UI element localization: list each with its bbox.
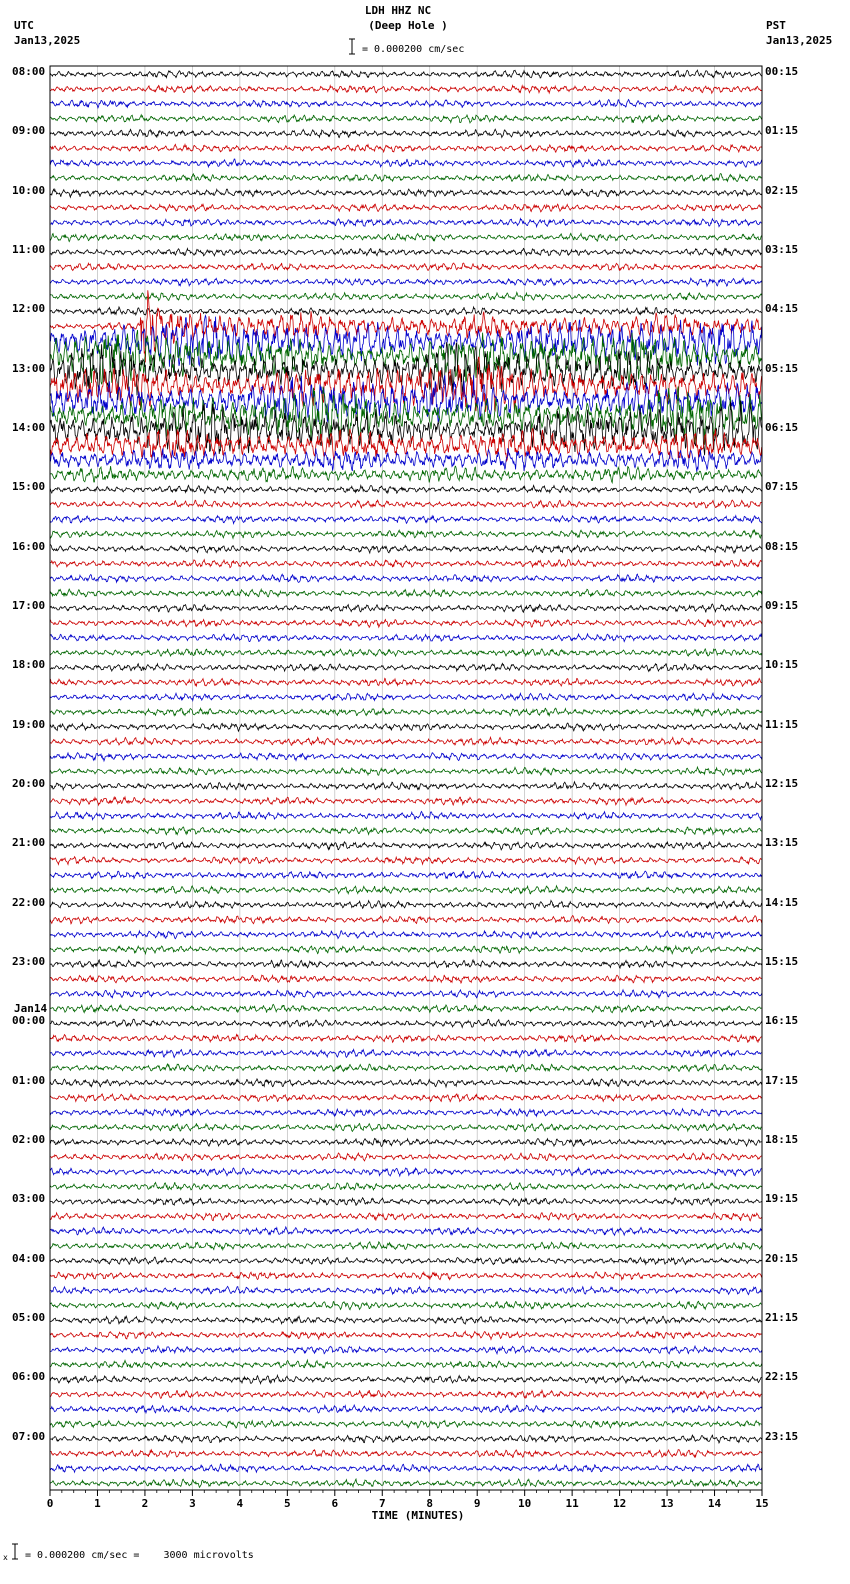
trace-row-64 — [50, 1019, 762, 1027]
trace-row-3 — [50, 115, 762, 123]
trace-row-14 — [50, 278, 762, 286]
pst-hour-label: 01:15 — [765, 124, 799, 138]
trace-row-9 — [50, 204, 762, 212]
seismic-traces — [50, 70, 762, 1487]
time-axis — [47, 1490, 769, 1510]
trace-row-94 — [50, 1464, 762, 1472]
trace-row-91 — [50, 1420, 762, 1428]
x-tick-label: 0 — [46, 1497, 54, 1510]
x-tick-label: 8 — [426, 1497, 434, 1510]
x-tick-label: 11 — [565, 1497, 579, 1510]
utc-hour-label: 16:00 — [12, 539, 46, 553]
trace-row-70 — [50, 1109, 762, 1117]
trace-row-51 — [50, 827, 762, 835]
utc-hour-label: 08:00 — [12, 65, 46, 78]
trace-row-68 — [50, 1079, 762, 1087]
trace-row-53 — [50, 857, 762, 865]
pst-hour-label: 17:15 — [765, 1073, 799, 1087]
trace-row-10 — [50, 219, 762, 227]
trace-row-34 — [50, 574, 762, 582]
trace-row-71 — [50, 1123, 762, 1131]
trace-row-73 — [50, 1153, 762, 1161]
pst-hour-label: 20:15 — [765, 1251, 799, 1265]
pst-hour-label: 19:15 — [765, 1192, 799, 1206]
utc-hour-label: 03:00 — [12, 1192, 46, 1206]
utc-hour-label: 14:00 — [12, 421, 46, 434]
pst-hour-label: 23:15 — [765, 1429, 799, 1443]
utc-hour-label: 22:00 — [12, 895, 46, 909]
pst-hour-label: 14:15 — [765, 895, 799, 909]
utc-hour-label: 01:00 — [12, 1073, 46, 1087]
utc-hour-label: 05:00 — [12, 1311, 46, 1324]
utc-hour-label: 13:00 — [12, 361, 46, 375]
x-axis-title: TIME (MINUTES) — [371, 1509, 465, 1522]
trace-row-45 — [50, 737, 762, 745]
trace-row-30 — [50, 516, 762, 524]
trace-row-62 — [50, 990, 762, 998]
trace-row-85 — [50, 1331, 762, 1339]
utc-hour-label: 06:00 — [12, 1370, 46, 1384]
pst-hour-label: 10:15 — [765, 658, 799, 672]
x-tick-label: 2 — [141, 1497, 149, 1510]
pst-hour-label: 07:15 — [765, 480, 799, 494]
utc-hour-label: 02:00 — [12, 1133, 46, 1146]
x-tick-label: 6 — [331, 1497, 339, 1510]
trace-row-6 — [50, 159, 762, 167]
pst-hour-label: 04:15 — [765, 302, 799, 316]
pst-hour-label: 13:15 — [765, 836, 799, 850]
trace-row-82 — [50, 1286, 762, 1294]
trace-row-5 — [50, 144, 762, 152]
trace-row-32 — [50, 545, 762, 553]
footer-scale-prefix: x — [3, 1553, 8, 1562]
utc-hour-label: 09:00 — [12, 124, 46, 138]
trace-row-55 — [50, 886, 762, 894]
trace-row-31 — [50, 530, 762, 538]
pst-hour-label: 15:15 — [765, 955, 799, 968]
trace-row-0 — [50, 70, 762, 78]
trace-row-38 — [50, 634, 762, 642]
pst-hour-label: 02:15 — [765, 183, 799, 197]
trace-row-74 — [50, 1168, 762, 1176]
trace-row-90 — [50, 1405, 762, 1413]
pst-hour-label: 11:15 — [765, 717, 799, 731]
pst-hour-label: 16:15 — [765, 1014, 799, 1028]
trace-row-29 — [50, 500, 762, 508]
trace-row-49 — [50, 797, 762, 805]
trace-row-76 — [50, 1198, 762, 1206]
trace-row-11 — [50, 233, 762, 241]
pst-zone-label: PST — [766, 19, 786, 32]
trace-row-88 — [50, 1375, 762, 1383]
trace-row-41 — [50, 678, 762, 686]
pst-hour-label: 03:15 — [765, 243, 799, 256]
x-tick-label: 5 — [284, 1497, 291, 1510]
trace-row-8 — [50, 189, 762, 197]
x-tick-label: 14 — [707, 1497, 722, 1510]
trace-row-95 — [50, 1479, 762, 1487]
trace-row-87 — [50, 1360, 762, 1368]
pst-hour-label: 12:15 — [765, 777, 799, 790]
x-tick-label: 4 — [236, 1497, 244, 1510]
x-tick-label: 15 — [755, 1497, 769, 1510]
trace-row-89 — [50, 1390, 762, 1398]
pst-hour-label: 21:15 — [765, 1311, 799, 1324]
trace-row-44 — [50, 723, 762, 731]
trace-row-93 — [50, 1450, 762, 1458]
trace-row-72 — [50, 1139, 762, 1147]
trace-row-2 — [50, 100, 762, 108]
pst-hour-label: 08:15 — [765, 539, 799, 553]
utc-hour-label: 17:00 — [12, 599, 46, 612]
pst-hour-label: 18:15 — [765, 1133, 799, 1146]
x-tick-label: 7 — [378, 1497, 386, 1510]
trace-row-81 — [50, 1272, 762, 1280]
utc-hour-label: 23:00 — [12, 955, 46, 968]
pst-hour-label: 22:15 — [765, 1370, 799, 1384]
utc-hour-label: 12:00 — [12, 302, 46, 316]
trace-row-26 — [50, 448, 762, 472]
trace-row-92 — [50, 1435, 762, 1443]
trace-row-46 — [50, 753, 762, 761]
trace-row-83 — [50, 1301, 762, 1309]
trace-row-39 — [50, 649, 762, 656]
trace-row-54 — [50, 871, 762, 878]
trace-row-52 — [50, 842, 762, 850]
trace-row-42 — [50, 693, 762, 701]
x-tick-label: 9 — [473, 1497, 481, 1510]
utc-hour-label: 07:00 — [12, 1429, 46, 1443]
trace-row-80 — [50, 1257, 762, 1264]
trace-row-37 — [50, 619, 762, 627]
trace-row-48 — [50, 782, 762, 790]
trace-row-79 — [50, 1242, 762, 1250]
utc-hour-label: 20:00 — [12, 777, 46, 790]
trace-row-56 — [50, 901, 762, 909]
trace-row-75 — [50, 1182, 762, 1190]
trace-row-17 — [50, 290, 762, 362]
trace-row-4 — [50, 129, 762, 137]
trace-row-77 — [50, 1213, 762, 1221]
trace-row-84 — [50, 1316, 762, 1324]
trace-row-33 — [50, 560, 762, 568]
x-tick-label: 10 — [518, 1497, 532, 1510]
trace-row-50 — [50, 811, 762, 819]
utc-hour-label: 18:00 — [12, 658, 46, 672]
trace-row-60 — [50, 960, 762, 968]
trace-row-7 — [50, 174, 762, 182]
pst-hour-label: 06:15 — [765, 421, 799, 434]
trace-row-59 — [50, 946, 762, 954]
trace-row-27 — [50, 466, 762, 483]
trace-row-63 — [50, 1004, 762, 1012]
pst-hour-label: 09:15 — [765, 599, 799, 612]
trace-row-13 — [50, 263, 762, 271]
x-tick-label: 1 — [94, 1497, 101, 1510]
pst-hour-label: 00:15 — [765, 65, 799, 78]
utc-hour-label: 10:00 — [12, 183, 46, 197]
trace-row-61 — [50, 975, 762, 983]
trace-row-36 — [50, 604, 762, 612]
utc-hour-label: 00:00 — [12, 1014, 46, 1028]
trace-row-86 — [50, 1346, 762, 1354]
trace-row-57 — [50, 916, 762, 924]
scale-text: = 0.000200 cm/sec — [362, 44, 465, 55]
pst-hour-label: 05:15 — [765, 361, 799, 375]
x-tick-label: 13 — [660, 1497, 674, 1510]
trace-row-67 — [50, 1064, 762, 1072]
trace-row-15 — [50, 292, 762, 300]
trace-row-12 — [50, 248, 762, 256]
trace-row-58 — [50, 931, 762, 939]
pst-date-label: Jan13,2025 — [766, 34, 833, 47]
utc-hour-label: 21:00 — [12, 836, 46, 850]
footer-scale-bar-icon — [10, 1543, 20, 1561]
trace-row-21 — [50, 357, 762, 412]
trace-row-78 — [50, 1227, 762, 1235]
footer-scale-text: = 0.000200 cm/sec = 3000 microvolts — [25, 1550, 254, 1561]
trace-row-65 — [50, 1035, 762, 1043]
utc-date-label: Jan13,2025 — [14, 34, 81, 47]
trace-row-35 — [50, 589, 762, 597]
utc-zone-label: UTC — [14, 19, 34, 32]
station-title: LDH HHZ NC — [364, 4, 432, 17]
utc-hour-label: 11:00 — [12, 243, 46, 256]
trace-row-28 — [50, 485, 762, 493]
trace-row-1 — [50, 86, 762, 94]
station-location: (Deep Hole ) — [368, 19, 448, 32]
scale-bar-icon — [347, 38, 357, 56]
trace-row-43 — [50, 708, 762, 716]
x-tick-label: 3 — [189, 1497, 196, 1510]
utc-hour-label: 15:00 — [12, 480, 46, 494]
trace-row-47 — [50, 767, 762, 775]
utc-hour-label: 04:00 — [12, 1251, 46, 1265]
date-change-label: Jan14 — [14, 1002, 48, 1015]
trace-row-40 — [50, 663, 762, 671]
trace-row-66 — [50, 1050, 762, 1058]
trace-row-69 — [50, 1094, 762, 1102]
x-tick-label: 12 — [612, 1497, 627, 1510]
utc-hour-label: 19:00 — [12, 717, 46, 731]
